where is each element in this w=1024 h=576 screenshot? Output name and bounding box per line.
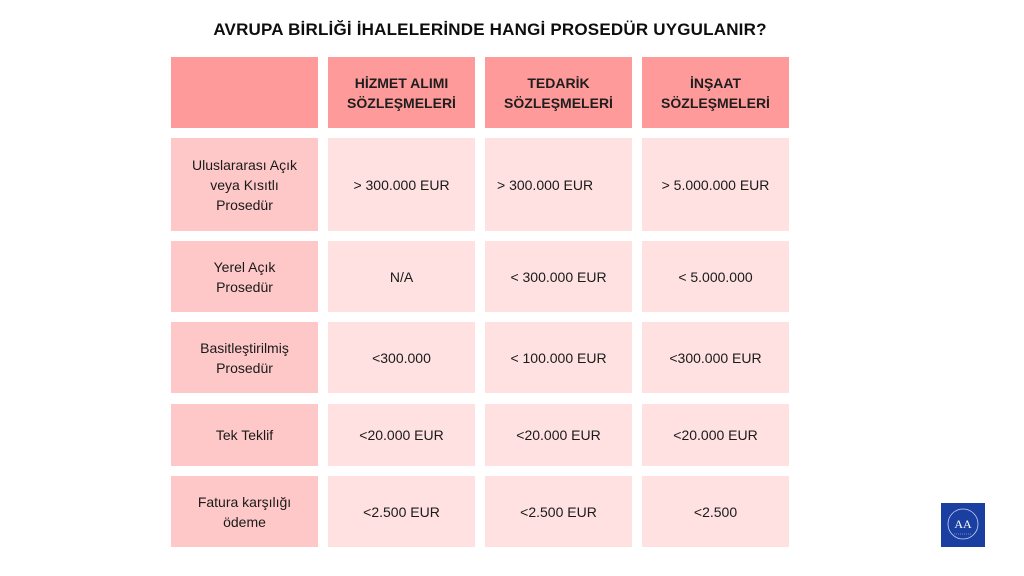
label-line: Yerel Açık	[213, 258, 276, 275]
table-cell: N/A	[328, 241, 475, 312]
header-line: SÖZLEŞMELERİ	[347, 94, 456, 111]
table-cell: <300.000 EUR	[642, 322, 789, 393]
label-line: ödeme	[223, 513, 266, 530]
table-cell: <2.500 EUR	[328, 476, 475, 547]
label-line: Fatura karşılığı	[197, 493, 292, 510]
label-line: Prosedür	[216, 278, 273, 295]
table-cell: < 5.000.000	[642, 241, 789, 312]
table-cell: > 300.000 EUR	[328, 138, 475, 231]
table-cell: < 300.000 EUR	[485, 241, 632, 312]
row-label-single-tender	[171, 404, 318, 466]
label-line: Prosedür	[216, 359, 273, 376]
table-cell: <20.000 EUR	[485, 404, 632, 466]
table-cell: <20.000 EUR	[328, 404, 475, 466]
page-title: AVRUPA BİRLİĞİ İHALELERİNDE HANGİ PROSEDÜR UYGULANIR?	[213, 20, 767, 39]
header-line: İNŞAAT	[689, 74, 742, 91]
label-line: Prosedür	[216, 196, 273, 213]
label-line: Tek Teklif	[215, 427, 274, 443]
table-cell: > 5.000.000 EUR	[642, 138, 789, 231]
table-cell: <2.500 EUR	[485, 476, 632, 547]
row-label-payment-on-invoice	[171, 476, 318, 547]
header-supply-contracts	[485, 57, 632, 128]
table-cell: <2.500	[642, 476, 789, 547]
header-line: SÖZLEŞMELERİ	[504, 94, 613, 111]
header-corner-cell	[171, 57, 318, 128]
table-cell: <300.000	[328, 322, 475, 393]
row-label-simplified	[171, 322, 318, 393]
header-service-contracts	[328, 57, 475, 128]
brand-logo-icon	[941, 503, 985, 547]
header-line: SÖZLEŞMELERİ	[661, 94, 770, 111]
label-line: Uluslararası Açık	[191, 156, 298, 173]
row-label-international-open-restricted	[171, 138, 318, 231]
logo-monogram-icon	[941, 503, 985, 547]
table-cell: > 300.000 EUR	[485, 138, 632, 231]
header-line: TEDARİK	[527, 74, 590, 91]
row-label-local-open	[171, 241, 318, 312]
logo-text: AA	[954, 517, 972, 531]
table-cell: < 100.000 EUR	[485, 322, 632, 393]
header-line: HİZMET ALIMI	[354, 74, 449, 91]
label-line: veya Kısıtlı	[210, 176, 279, 193]
label-line: Basitleştirilmiş	[200, 339, 289, 356]
table-cell: <20.000 EUR	[642, 404, 789, 466]
header-works-contracts	[642, 57, 789, 128]
